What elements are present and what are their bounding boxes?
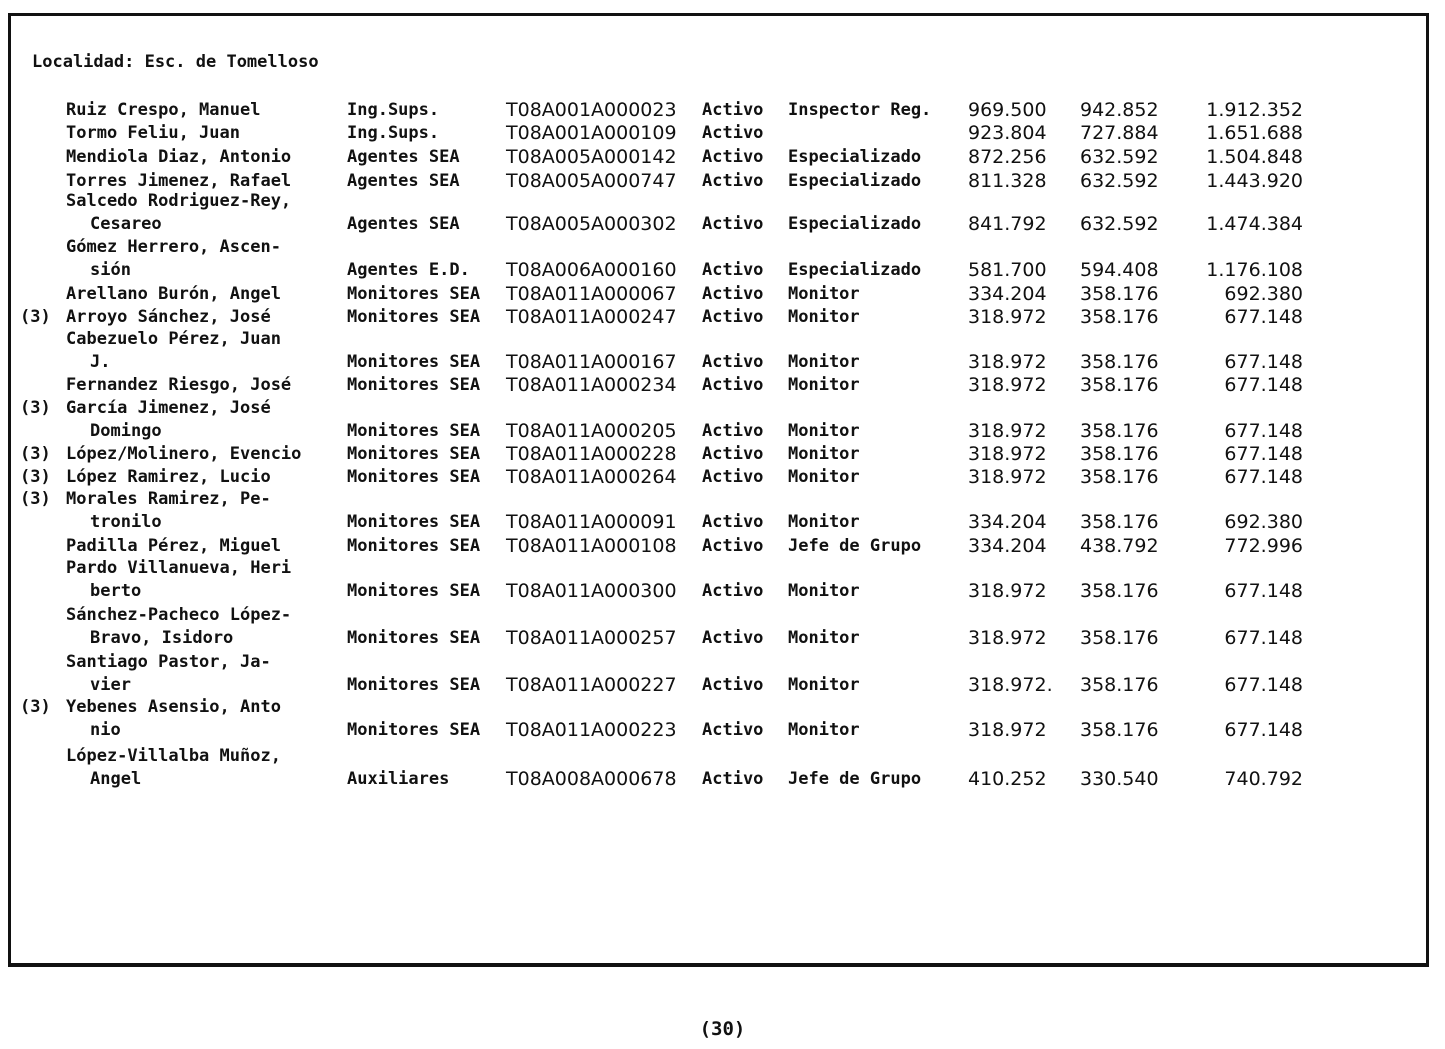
row-name: Morales Ramirez, Pe- — [66, 489, 271, 509]
row-amount-2: 942.852 — [1080, 99, 1159, 121]
row-name-continuation: vier — [90, 675, 131, 695]
row-category: Monitores SEA — [347, 628, 481, 648]
row-category: Monitores SEA — [347, 284, 481, 304]
row-total: 692.380 — [1224, 283, 1303, 305]
row-amount-2: 358.176 — [1080, 627, 1159, 649]
row-name-continuation: Bravo, Isidoro — [90, 628, 234, 648]
row-amount-2: 632.592 — [1080, 170, 1159, 192]
row-role: Especializado — [788, 147, 922, 167]
row-amount-2: 358.176 — [1080, 580, 1159, 602]
row-amount-2: 632.592 — [1080, 146, 1159, 168]
row-amount-1: 581.700 — [968, 259, 1047, 281]
row-amount-2: 358.176 — [1080, 674, 1159, 696]
row-category: Monitores SEA — [347, 352, 481, 372]
row-total: 740.792 — [1224, 768, 1303, 790]
row-amount-1: 318.972 — [968, 443, 1047, 465]
row-total: 1.443.920 — [1206, 170, 1303, 192]
row-code: T08A005A000747 — [506, 170, 677, 192]
row-note: (3) — [20, 307, 51, 327]
row-status: Activo — [702, 628, 764, 648]
row-code: T08A011A000167 — [506, 351, 677, 373]
row-category: Monitores SEA — [347, 581, 481, 601]
row-amount-2: 358.176 — [1080, 466, 1159, 488]
row-amount-1: 969.500 — [968, 99, 1047, 121]
row-amount-2: 358.176 — [1080, 306, 1159, 328]
row-code: T08A005A000302 — [506, 213, 677, 235]
row-role: Monitor — [788, 628, 860, 648]
row-amount-2: 358.176 — [1080, 511, 1159, 533]
row-role: Monitor — [788, 352, 860, 372]
row-code: T08A008A000678 — [506, 768, 677, 790]
row-amount-2: 358.176 — [1080, 719, 1159, 741]
row-total: 677.148 — [1224, 674, 1303, 696]
row-status: Activo — [702, 352, 764, 372]
row-name: García Jimenez, José — [66, 398, 271, 418]
row-code: T08A006A000160 — [506, 259, 677, 281]
row-code: T08A011A000091 — [506, 511, 677, 533]
row-role: Jefe de Grupo — [788, 769, 922, 789]
row-status: Activo — [702, 467, 764, 487]
row-status: Activo — [702, 123, 764, 143]
row-status: Activo — [702, 284, 764, 304]
row-role: Monitor — [788, 421, 860, 441]
row-role: Monitor — [788, 467, 860, 487]
row-total: 692.380 — [1224, 511, 1303, 533]
row-code: T08A005A000142 — [506, 146, 677, 168]
row-total: 1.651.688 — [1206, 122, 1303, 144]
row-name-continuation: Cesareo — [90, 214, 162, 234]
row-note: (3) — [20, 398, 51, 418]
row-name: López Ramirez, Lucio — [66, 467, 271, 487]
row-name: Salcedo Rodriguez-Rey, — [66, 191, 292, 211]
row-role: Monitor — [788, 444, 860, 464]
row-amount-2: 330.540 — [1080, 768, 1159, 790]
locality-heading: Localidad: Esc. de Tomelloso — [32, 52, 319, 72]
row-total: 677.148 — [1224, 306, 1303, 328]
row-name: Pardo Villanueva, Heri — [66, 558, 292, 578]
row-amount-1: 318.972 — [968, 719, 1047, 741]
row-category: Monitores SEA — [347, 444, 481, 464]
row-status: Activo — [702, 307, 764, 327]
row-amount-1: 318.972 — [968, 466, 1047, 488]
row-amount-2: 358.176 — [1080, 283, 1159, 305]
row-amount-2: 358.176 — [1080, 351, 1159, 373]
row-amount-2: 727.884 — [1080, 122, 1159, 144]
row-category: Monitores SEA — [347, 675, 481, 695]
row-name: López-Villalba Muñoz, — [66, 746, 281, 766]
row-role: Monitor — [788, 307, 860, 327]
row-role: Especializado — [788, 171, 922, 191]
row-category: Ing.Sups. — [347, 123, 440, 143]
row-code: T08A011A000223 — [506, 719, 677, 741]
row-note: (3) — [20, 444, 51, 464]
row-code: T08A011A000247 — [506, 306, 677, 328]
row-role: Especializado — [788, 214, 922, 234]
row-amount-1: 318.972 — [968, 627, 1047, 649]
row-name-continuation: tronilo — [90, 512, 162, 532]
row-code: T08A011A000234 — [506, 374, 677, 396]
row-name: López/Molinero, Evencio — [66, 444, 302, 464]
row-code: T08A011A000227 — [506, 674, 677, 696]
row-name: Mendiola Diaz, Antonio — [66, 147, 292, 167]
row-amount-2: 632.592 — [1080, 213, 1159, 235]
row-amount-1: 318.972 — [968, 374, 1047, 396]
row-name-continuation: Domingo — [90, 421, 162, 441]
row-code: T08A011A000205 — [506, 420, 677, 442]
row-note: (3) — [20, 467, 51, 487]
row-name: Ruiz Crespo, Manuel — [66, 100, 261, 120]
row-status: Activo — [702, 214, 764, 234]
row-amount-2: 358.176 — [1080, 420, 1159, 442]
row-total: 677.148 — [1224, 466, 1303, 488]
row-category: Ing.Sups. — [347, 100, 440, 120]
row-amount-1: 318.972 — [968, 306, 1047, 328]
row-amount-2: 358.176 — [1080, 443, 1159, 465]
row-code: T08A011A000228 — [506, 443, 677, 465]
row-status: Activo — [702, 512, 764, 532]
row-status: Activo — [702, 720, 764, 740]
row-total: 677.148 — [1224, 420, 1303, 442]
row-amount-1: 841.792 — [968, 213, 1047, 235]
row-category: Monitores SEA — [347, 720, 481, 740]
row-total: 1.474.384 — [1206, 213, 1303, 235]
row-amount-1: 318.972 — [968, 420, 1047, 442]
row-note: (3) — [20, 697, 51, 717]
row-category: Monitores SEA — [347, 467, 481, 487]
row-role: Monitor — [788, 581, 860, 601]
row-name: Gómez Herrero, Ascen- — [66, 237, 281, 257]
row-name: Santiago Pastor, Ja- — [66, 652, 271, 672]
row-category: Agentes SEA — [347, 171, 460, 191]
row-total: 677.148 — [1224, 443, 1303, 465]
row-amount-1: 872.256 — [968, 146, 1047, 168]
row-code: T08A011A000067 — [506, 283, 677, 305]
row-category: Monitores SEA — [347, 512, 481, 532]
row-code: T08A001A000023 — [506, 99, 677, 121]
row-name-continuation: nio — [90, 720, 121, 740]
row-role: Monitor — [788, 375, 860, 395]
row-role: Monitor — [788, 675, 860, 695]
row-code: T08A011A000257 — [506, 627, 677, 649]
row-role: Monitor — [788, 284, 860, 304]
row-category: Monitores SEA — [347, 421, 481, 441]
row-role: Inspector Reg. — [788, 100, 932, 120]
row-status: Activo — [702, 171, 764, 191]
row-amount-1: 334.204 — [968, 535, 1047, 557]
row-name: Padilla Pérez, Miguel — [66, 536, 281, 556]
row-name: Tormo Feliu, Juan — [66, 123, 240, 143]
row-total: 1.912.352 — [1206, 99, 1303, 121]
row-total: 1.176.108 — [1206, 259, 1303, 281]
row-code: T08A011A000300 — [506, 580, 677, 602]
row-status: Activo — [702, 769, 764, 789]
row-status: Activo — [702, 100, 764, 120]
row-status: Activo — [702, 147, 764, 167]
row-code: T08A011A000108 — [506, 535, 677, 557]
row-name: Arroyo Sánchez, José — [66, 307, 271, 327]
row-amount-2: 594.408 — [1080, 259, 1159, 281]
row-note: (3) — [20, 489, 51, 509]
row-total: 677.148 — [1224, 580, 1303, 602]
row-category: Monitores SEA — [347, 536, 481, 556]
row-status: Activo — [702, 675, 764, 695]
row-amount-1: 334.204 — [968, 511, 1047, 533]
row-code: T08A001A000109 — [506, 122, 677, 144]
row-amount-1: 318.972 — [968, 351, 1047, 373]
row-total: 772.996 — [1224, 535, 1303, 557]
row-amount-1: 811.328 — [968, 170, 1047, 192]
row-status: Activo — [702, 421, 764, 441]
row-name-continuation: Angel — [90, 769, 142, 789]
row-category: Auxiliares — [347, 769, 450, 789]
row-name: Sánchez-Pacheco López- — [66, 605, 292, 625]
row-name: Torres Jimenez, Rafael — [66, 171, 292, 191]
row-status: Activo — [702, 581, 764, 601]
row-role: Monitor — [788, 720, 860, 740]
row-amount-1: 334.204 — [968, 283, 1047, 305]
row-name: Cabezuelo Pérez, Juan — [66, 329, 281, 349]
row-category: Monitores SEA — [347, 375, 481, 395]
row-name-continuation: J. — [90, 352, 111, 372]
row-role: Especializado — [788, 260, 922, 280]
row-code: T08A011A000264 — [506, 466, 677, 488]
row-total: 677.148 — [1224, 374, 1303, 396]
row-total: 677.148 — [1224, 351, 1303, 373]
row-category: Agentes SEA — [347, 214, 460, 234]
row-name: Arellano Burón, Angel — [66, 284, 281, 304]
row-status: Activo — [702, 444, 764, 464]
row-total: 677.148 — [1224, 719, 1303, 741]
row-status: Activo — [702, 260, 764, 280]
row-role: Monitor — [788, 512, 860, 532]
row-amount-1: 318.972 — [968, 580, 1047, 602]
row-amount-1: 410.252 — [968, 768, 1047, 790]
row-category: Agentes SEA — [347, 147, 460, 167]
row-amount-2: 358.176 — [1080, 374, 1159, 396]
row-category: Agentes E.D. — [347, 260, 470, 280]
row-name-continuation: berto — [90, 581, 142, 601]
row-name-continuation: sión — [90, 260, 131, 280]
row-name: Yebenes Asensio, Anto — [66, 697, 281, 717]
row-role: Jefe de Grupo — [788, 536, 922, 556]
row-status: Activo — [702, 375, 764, 395]
row-total: 677.148 — [1224, 627, 1303, 649]
row-name: Fernandez Riesgo, José — [66, 375, 292, 395]
page-number: (30) — [699, 1018, 746, 1040]
row-amount-1: 923.804 — [968, 122, 1047, 144]
row-amount-1: 318.972. — [968, 674, 1053, 696]
row-total: 1.504.848 — [1206, 146, 1303, 168]
row-status: Activo — [702, 536, 764, 556]
row-amount-2: 438.792 — [1080, 535, 1159, 557]
row-category: Monitores SEA — [347, 307, 481, 327]
